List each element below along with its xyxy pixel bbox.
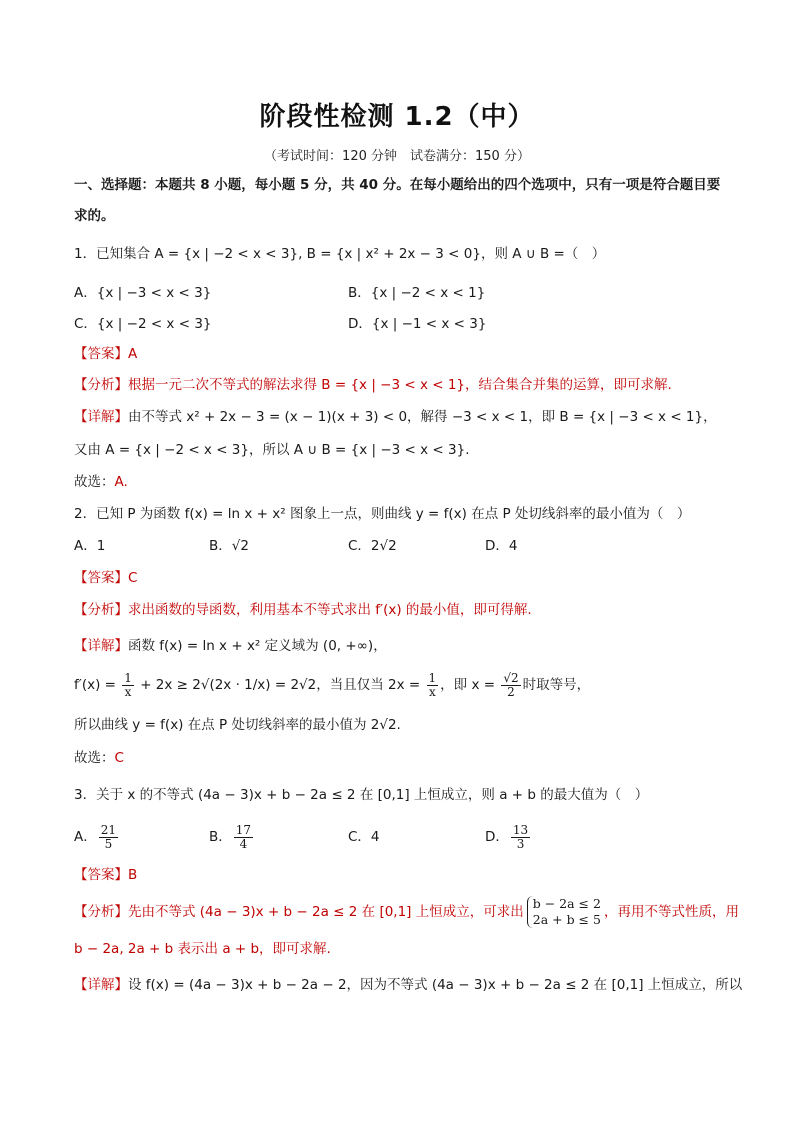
q2-answer xyxy=(74,569,137,587)
frac-den: 2 xyxy=(507,684,515,699)
frac-num: 1 xyxy=(428,670,437,685)
fraction-one-over-x xyxy=(122,672,134,699)
q3-option-b-frac xyxy=(234,824,253,851)
q2-equal-condition: ，即 x = xyxy=(440,677,496,693)
q3-stem: 3．关于 x 的不等式 (4a − 3)x + b − 2a ≤ 2 在 [0,1] 上恒成立，则 a + b 的最大值为（ ） xyxy=(74,787,649,803)
frac-num: 21 xyxy=(100,822,117,837)
q2-equal-note: 时取等号， xyxy=(522,677,591,693)
q3-option-d xyxy=(485,820,532,854)
frac-den: x xyxy=(428,684,436,699)
q1-detail xyxy=(74,408,717,426)
q3-detail xyxy=(74,976,742,994)
choose-label: 故选： xyxy=(74,750,115,766)
q1-option-d: D．{x | −1 < x < 3} xyxy=(348,316,487,332)
system-line-2: 2a + b ≤ 5 xyxy=(532,912,601,927)
q1-option-c: C．{x | −2 < x < 3} xyxy=(74,316,212,332)
q2-derivative: f′(x) = xyxy=(74,677,116,693)
q2-stem: 2．已知 P 为函数 f(x) = ln x + x² 图象上一点，则曲线 y = f(x) 在点 P 处切线斜率的最小值为（ ） xyxy=(74,506,691,522)
exam-info: （考试时间：120 分钟 试卷满分：150 分） xyxy=(264,149,530,164)
q2-detail xyxy=(74,637,387,655)
q3-option-c: C．4 xyxy=(348,829,380,845)
q1-answer xyxy=(74,345,137,363)
q3-answer xyxy=(74,866,137,884)
frac-num: 1 xyxy=(124,670,132,685)
q1-stem: 1．已知集合 A = {x | −2 < x < 3}, B = {x | x² + 2x − 3 < 0}，则 A ∪ B =（ ） xyxy=(74,246,606,262)
frac-num: √2 xyxy=(503,670,519,685)
q3-analysis xyxy=(74,895,739,929)
section-header-line2: 求的。 xyxy=(74,208,115,224)
q2-option-d: D．4 xyxy=(485,538,518,554)
analysis-label: 【分析】 xyxy=(74,377,128,393)
q3-option-d-frac xyxy=(511,824,530,851)
frac-den: 4 xyxy=(239,836,248,851)
q3-option-a-frac xyxy=(99,824,118,851)
q2-detail-3: 所以曲线 y = f(x) 在点 P 处切线斜率的最小值为 2√2. xyxy=(74,717,401,733)
detail-label: 【详解】 xyxy=(74,638,128,654)
frac-den: x xyxy=(124,684,132,699)
q1-option-b: B．{x | −2 < x < 1} xyxy=(348,285,486,301)
q1-analysis-text: 根据一元二次不等式的解法求得 B = {x | −3 < x < 1}，结合集合并集的运算，即可求解. xyxy=(128,377,672,393)
frac-num: 13 xyxy=(512,822,529,837)
inequality-system xyxy=(527,896,601,928)
q1-detail-2: 又由 A = {x | −2 < x < 3}，所以 A ∪ B = {x | −3 < x < 3}. xyxy=(74,442,470,458)
q1-choose-value: A. xyxy=(114,474,128,490)
q2-option-b: B．√2 xyxy=(209,538,249,554)
q1-answer-value: A xyxy=(128,346,138,362)
q2-choose xyxy=(74,749,124,767)
q1-analysis xyxy=(74,376,672,394)
q2-choose-value: C xyxy=(114,750,124,766)
system-line-1: b − 2a ≤ 2 xyxy=(532,896,601,911)
page-title: 阶段性检测 1.2（中） xyxy=(259,102,535,132)
q2-analysis xyxy=(74,601,532,619)
q2-option-c: C．2√2 xyxy=(348,538,397,554)
choose-label: 故选： xyxy=(74,474,115,490)
q2-analysis-text: 求出函数的导函数，利用基本不等式求出 f′(x) 的最小值，即可得解. xyxy=(128,602,532,618)
q3-option-a xyxy=(74,820,120,854)
answer-label: 【答案】 xyxy=(74,346,128,362)
q3-option-b-label: B． xyxy=(209,829,232,845)
q3-option-b xyxy=(209,820,255,854)
q1-detail-text: 由不等式 x² + 2x − 3 = (x − 1)(x + 3) < 0，解得 −3 < x < 1，即 B = {x | −3 < x < 1}， xyxy=(128,409,717,425)
q3-option-a-label: A． xyxy=(74,829,97,845)
fraction-sqrt2-over-2 xyxy=(501,672,520,699)
answer-label: 【答案】 xyxy=(74,867,128,883)
analysis-label: 【分析】 xyxy=(74,904,128,920)
q1-option-a: A．{x | −3 < x < 3} xyxy=(74,285,212,301)
q2-option-a: A．1 xyxy=(74,538,106,554)
q3-detail-text: 设 f(x) = (4a − 3)x + b − 2a − 2，因为不等式 (4a − 3)x + b − 2a ≤ 2 在 [0,1] 上恒成立，所以 xyxy=(128,977,743,993)
frac-num: 17 xyxy=(235,822,252,837)
q2-detail-2 xyxy=(74,670,590,700)
fraction-one-over-x-2 xyxy=(427,672,439,699)
detail-label: 【详解】 xyxy=(74,977,128,993)
q3-analysis-text-2: ，再用不等式性质，用 xyxy=(603,904,739,920)
section-header-line1: 一、选择题：本题共 8 小题，每小题 5 分，共 40 分。在每小题给出的四个选项中，只有一项是符合题目要 xyxy=(74,177,721,193)
q1-choose xyxy=(74,473,128,491)
answer-label: 【答案】 xyxy=(74,570,128,586)
q3-analysis-text: 先由不等式 (4a − 3)x + b − 2a ≤ 2 在 [0,1] 上恒成立，可求出 xyxy=(128,904,524,920)
q3-analysis-line2: b − 2a, 2a + b 表示出 a + b，即可求解. xyxy=(74,941,331,957)
q2-answer-value: C xyxy=(128,570,138,586)
analysis-label: 【分析】 xyxy=(74,602,128,618)
q3-option-d-label: D． xyxy=(485,829,509,845)
q2-detail-text: 函数 f(x) = ln x + x² 定义域为 (0, +∞)， xyxy=(128,638,387,654)
detail-label: 【详解】 xyxy=(74,409,128,425)
frac-den: 3 xyxy=(516,836,525,851)
frac-den: 5 xyxy=(104,836,113,851)
q3-answer-value: B xyxy=(128,867,138,883)
q2-inequality: + 2x ≥ 2√(2x · 1/x) = 2√2，当且仅当 2x = xyxy=(140,677,421,693)
